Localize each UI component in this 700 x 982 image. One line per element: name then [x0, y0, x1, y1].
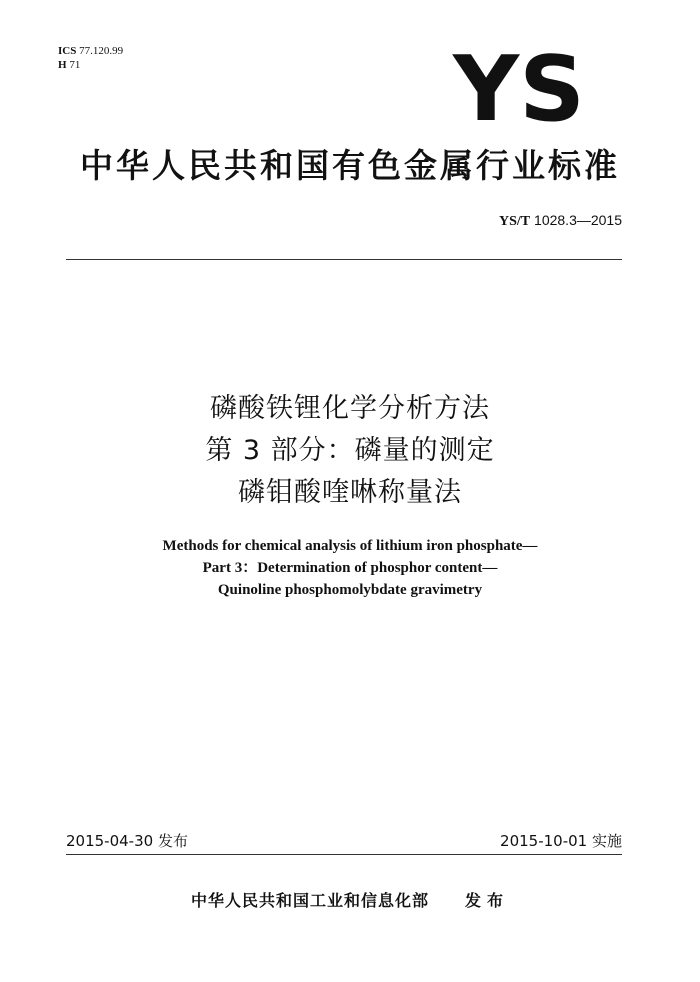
chinese-title-line-1: 磷酸铁锂化学分析方法: [210, 393, 490, 424]
english-title-line-2: Part 3：Determination of phosphor content—: [202, 560, 498, 576]
ics-code: 77.120.99: [79, 45, 124, 57]
issue-date: 2015-04-30 发布: [66, 832, 188, 850]
standard-number-prefix: YS/T: [499, 214, 531, 229]
publisher: [0, 888, 700, 911]
top-divider: [66, 259, 622, 260]
standard-number: [499, 212, 622, 230]
standard-number-value: 1028.3—2015: [534, 212, 622, 228]
publisher-name: 中华人民共和国工业和信息化部: [190, 891, 429, 910]
english-title-line-1: Methods for chemical analysis of lithium iron phosphate—: [162, 538, 538, 554]
classification-codes: [58, 44, 123, 72]
english-title-line-3: Quinoline phosphomolybdate gravimetry: [217, 582, 483, 598]
ccs-label: H: [58, 59, 67, 71]
ys-logo: [452, 50, 586, 126]
implementation-date: 2015-10-01 实施: [500, 832, 622, 850]
publisher-role: 发布: [465, 891, 510, 910]
bottom-divider: [66, 854, 622, 855]
ccs-line: [58, 58, 123, 72]
ics-line: [58, 44, 123, 58]
chinese-title-line-2: 第 3 部分：磷量的测定: [205, 435, 495, 466]
chinese-title-line-3: 磷钼酸喹啉称量法: [238, 477, 462, 508]
ics-label: ICS: [58, 45, 77, 57]
chinese-title: [0, 388, 700, 514]
standard-category-title: 中华人民共和国有色金属行业标准: [80, 146, 620, 185]
ys-logo-text: YS: [452, 50, 585, 126]
ccs-code: 71: [69, 59, 81, 71]
english-title: [0, 535, 700, 601]
